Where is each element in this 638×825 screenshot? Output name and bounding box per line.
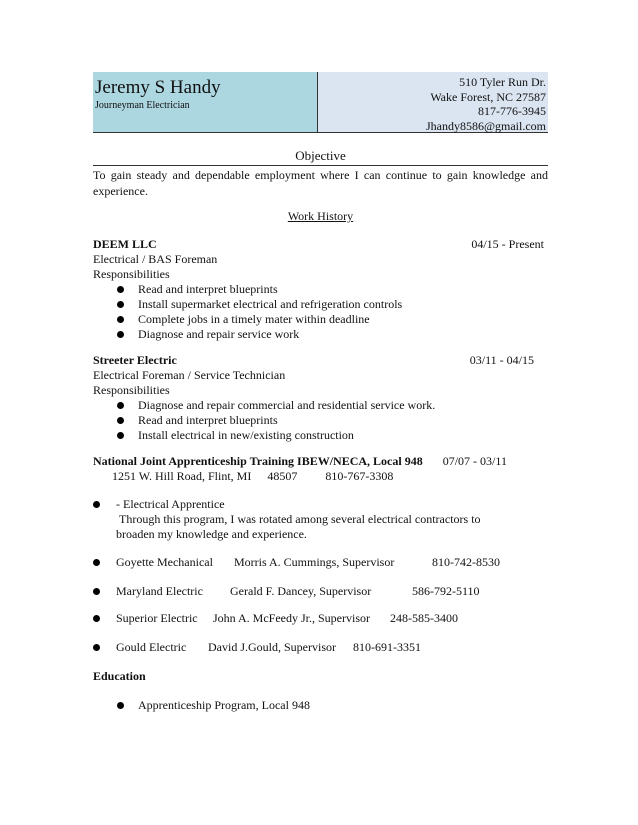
list-item: Install supermarket electrical and refrigeration controls xyxy=(117,297,548,312)
responsibilities-list xyxy=(93,398,548,443)
responsibilities-label: Responsibilities xyxy=(93,383,170,397)
apprenticeship-entry xyxy=(93,454,548,484)
apprenticeship-zip: 48507 xyxy=(267,469,298,483)
job-entry-streeter xyxy=(93,353,548,443)
bullet-icon xyxy=(117,286,124,293)
list-item: Install electrical in new/existing construction xyxy=(117,428,548,443)
bullet-icon xyxy=(93,559,100,566)
address-line-2: Wake Forest, NC 27587 xyxy=(430,89,546,104)
bullet-icon xyxy=(117,316,124,323)
apprenticeship-name: National Joint Apprenticeship Training IBEW/NECA, Local 948 xyxy=(93,454,423,468)
list-item: Read and interpret blueprints xyxy=(117,413,548,428)
apprentice-description: Through this program, I was rotated among several electrical contractors to broaden my knowledge and experience. xyxy=(116,512,481,541)
applicant-title: Journeyman Electrician xyxy=(95,100,190,111)
bullet-icon xyxy=(93,588,100,595)
bullet-icon xyxy=(117,417,124,424)
bullet-icon xyxy=(117,432,124,439)
name-cell xyxy=(93,72,318,132)
list-item: Complete jobs in a timely mater within deadline xyxy=(117,312,548,327)
resume-header xyxy=(93,72,548,133)
job-dates: 04/15 - Present xyxy=(471,237,544,251)
applicant-name: Jeremy S Handy xyxy=(95,77,221,98)
work-history-heading: Work History xyxy=(287,209,354,223)
contractor-item: Goyette Mechanical Morris A. Cummings, Supervisor 810-742-8530 xyxy=(93,555,548,570)
contractor-item: Maryland Electric Gerald F. Dancey, Supervisor 586-792-5110 xyxy=(93,584,548,599)
education-heading: Education xyxy=(93,669,146,683)
phone-number: 817-776-3945 xyxy=(478,104,546,118)
apprentice-role-row xyxy=(93,497,548,512)
job-role: Electrical / BAS Foreman xyxy=(93,252,218,266)
bullet-icon xyxy=(117,331,124,338)
responsibilities-list xyxy=(93,282,548,342)
list-item: Diagnose and repair service work xyxy=(117,327,548,342)
contractor-item: Superior Electric John A. McFeedy Jr., Supervisor 248-585-3400 xyxy=(93,611,548,626)
job-company: Streeter Electric xyxy=(93,353,177,367)
responsibilities-label: Responsibilities xyxy=(93,267,170,281)
apprenticeship-phone: 810-767-3308 xyxy=(325,469,394,483)
apprenticeship-address: 1251 W. Hill Road, Flint, MI xyxy=(112,469,252,483)
apprentice-role: - Electrical Apprentice xyxy=(116,497,225,511)
objective-heading: Objective xyxy=(93,148,548,166)
job-role: Electrical Foreman / Service Technician xyxy=(93,368,286,382)
bullet-icon xyxy=(117,301,124,308)
email-address: Jhandy8586@gmail.com xyxy=(425,118,546,133)
job-dates: 03/11 - 04/15 xyxy=(469,353,534,367)
list-item: Read and interpret blueprints xyxy=(117,282,548,297)
apprenticeship-dates: 07/07 - 03/11 xyxy=(442,454,507,468)
bullet-icon xyxy=(93,615,100,622)
job-company: DEEM LLC xyxy=(93,237,157,251)
address-line-1: 510 Tyler Run Dr. xyxy=(459,75,546,89)
objective-text: To gain steady and dependable employment where I can continue to gain knowledge and experience. xyxy=(93,168,548,198)
contractor-item: Gould Electric David J.Gould, Supervisor 810-691-3351 xyxy=(93,640,548,655)
education-item: Apprenticeship Program, Local 948 xyxy=(117,698,572,713)
bullet-icon xyxy=(117,402,124,409)
bullet-icon xyxy=(93,501,100,508)
job-entry-deem xyxy=(93,237,548,342)
bullet-icon xyxy=(93,644,100,651)
contact-cell xyxy=(318,72,548,132)
bullet-icon xyxy=(117,702,124,709)
list-item: Diagnose and repair commercial and residential service work. xyxy=(117,398,548,413)
